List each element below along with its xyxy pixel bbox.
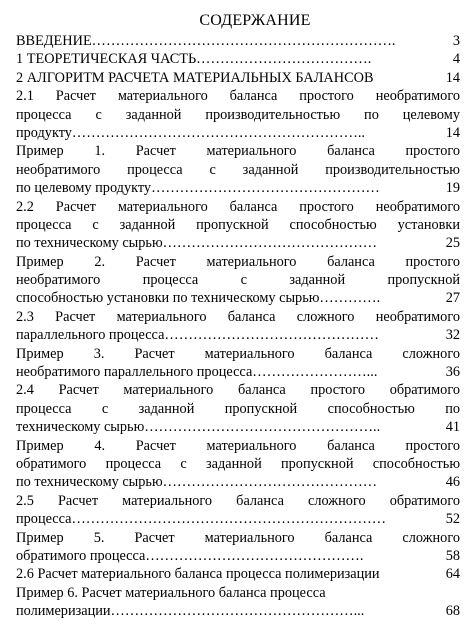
toc-page-number: 3 bbox=[452, 33, 460, 49]
toc-entry-text: Пример 5. Расчет материального баланса сложного bbox=[16, 529, 460, 546]
toc-entry-text: 2 АЛГОРИТМ РАСЧЕТА МАТЕРИАЛЬНЫХ БАЛАНСОВ bbox=[16, 69, 374, 86]
toc-page-number: 68 bbox=[445, 603, 460, 620]
toc-entry-text: способностью установки по техническому сырью…………. bbox=[16, 290, 381, 307]
toc-entry-text: продукту…………………………………………………….. bbox=[16, 124, 366, 141]
toc-page-number: 46 bbox=[445, 474, 460, 491]
toc-entry-text: техническому сырью………………………………………….. bbox=[16, 419, 381, 436]
toc-page-number: 41 bbox=[445, 419, 460, 436]
toc-entry-text: 2.5 Расчет материального баланса сложного обратимого bbox=[16, 492, 460, 509]
toc-line bbox=[16, 510, 460, 528]
toc-entry-text: параллельного процесса……………………………………… bbox=[16, 327, 379, 344]
toc-page-number: 27 bbox=[445, 290, 460, 307]
toc-entry-text: 2.3 Расчет материального баланса сложного необратимого bbox=[16, 308, 460, 325]
toc-entry-text: обратимого процесса………………………………………. bbox=[16, 547, 364, 564]
toc-entry-text: необратимого параллельного процесса……………………... bbox=[16, 364, 378, 381]
toc-page-number: 58 bbox=[445, 547, 460, 564]
toc-entry-text: процесса с заданной пропускной способностью по bbox=[16, 400, 460, 417]
toc-entry-text: процесса с заданной производительностью по целевому bbox=[16, 106, 460, 123]
toc-line bbox=[16, 69, 460, 87]
toc-entry-text: 2.4 Расчет материального баланса простого обратимого bbox=[16, 382, 460, 399]
toc-page-number: 36 bbox=[445, 364, 460, 381]
toc-entry-text: ВВЕДЕНИЕ………………………………………………………. bbox=[16, 33, 396, 49]
toc-line bbox=[16, 529, 460, 547]
toc-entry-text: по техническому сырью……………………………………… bbox=[16, 474, 378, 491]
toc-line bbox=[16, 326, 460, 344]
toc-entry-text: обратимого процесса с заданной пропускной способностью bbox=[16, 455, 460, 472]
toc-line bbox=[16, 345, 460, 363]
toc-list bbox=[16, 32, 460, 621]
toc-line bbox=[16, 50, 460, 68]
toc-entry-text: по целевому продукту………………………………………… bbox=[16, 180, 380, 197]
toc-line bbox=[16, 363, 460, 381]
toc-line bbox=[16, 253, 460, 271]
toc-entry-text: необратимого процесса с заданной производительностью bbox=[16, 161, 460, 178]
toc-line bbox=[16, 161, 460, 179]
toc-line bbox=[16, 289, 460, 307]
toc-line bbox=[16, 271, 460, 289]
toc-line bbox=[16, 87, 460, 105]
toc-line bbox=[16, 142, 460, 160]
toc-line bbox=[16, 418, 460, 436]
toc-page-number: 14 bbox=[445, 69, 460, 86]
toc-line bbox=[16, 602, 460, 620]
toc-line bbox=[16, 565, 460, 583]
toc-entry-text: 2.2 Расчет материального баланса простого необратимого bbox=[16, 198, 460, 215]
toc-entry-text: 2.6 Расчет материального баланса процесса полимеризации bbox=[16, 566, 380, 583]
toc-page-number: 52 bbox=[445, 511, 460, 528]
toc-line bbox=[16, 437, 460, 455]
toc-page-number: 64 bbox=[445, 566, 460, 583]
toc-line bbox=[16, 198, 460, 216]
toc-line bbox=[16, 492, 460, 510]
toc-line bbox=[16, 179, 460, 197]
toc-line bbox=[16, 124, 460, 142]
toc-page-number: 32 bbox=[445, 327, 460, 344]
toc-title: СОДЕРЖАНИЕ bbox=[199, 12, 311, 29]
toc-entry-text: Пример 2. Расчет материального баланса простого bbox=[16, 253, 460, 270]
toc-line bbox=[16, 473, 460, 491]
toc-page-number: 25 bbox=[445, 235, 460, 252]
toc-entry-text: 2.1 Расчет материального баланса простого необратимого bbox=[16, 88, 460, 105]
toc-entry-text: полимеризации……………………………………………... bbox=[16, 603, 365, 620]
toc-line bbox=[16, 234, 460, 252]
toc-line bbox=[16, 308, 460, 326]
toc-line bbox=[16, 547, 460, 565]
toc-page-number: 4 bbox=[452, 51, 460, 68]
toc-line bbox=[16, 216, 460, 234]
toc-line bbox=[16, 106, 460, 124]
toc-entry-text: процесса с заданной пропускной способностью установки bbox=[16, 216, 460, 233]
toc-entry-text: 1 ТЕОРЕТИЧЕСКАЯ ЧАСТЬ………………………………. bbox=[16, 51, 372, 68]
toc-page-number: 14 bbox=[445, 124, 460, 141]
toc-entry-text: процесса………………………………………………………… bbox=[16, 511, 387, 528]
toc-entry-text: необратимого процесса с заданной пропускной bbox=[16, 272, 460, 289]
toc-entry-text: по техническому сырью……………………………………… bbox=[16, 235, 378, 252]
toc-entry-text: Пример 3. Расчет материального баланса сложного bbox=[16, 345, 460, 362]
toc-line bbox=[16, 32, 460, 50]
toc-entry-text: Пример 1. Расчет материального баланса простого bbox=[16, 143, 460, 160]
toc-line bbox=[16, 381, 460, 399]
toc-line bbox=[16, 400, 460, 418]
toc-line bbox=[16, 584, 460, 602]
toc-page-number: 19 bbox=[445, 180, 460, 197]
toc-entry-text: Пример 6. Расчет материального баланса процесса bbox=[16, 584, 326, 601]
toc-entry-text: Пример 4. Расчет материального баланса простого bbox=[16, 437, 460, 454]
toc-line bbox=[16, 455, 460, 473]
